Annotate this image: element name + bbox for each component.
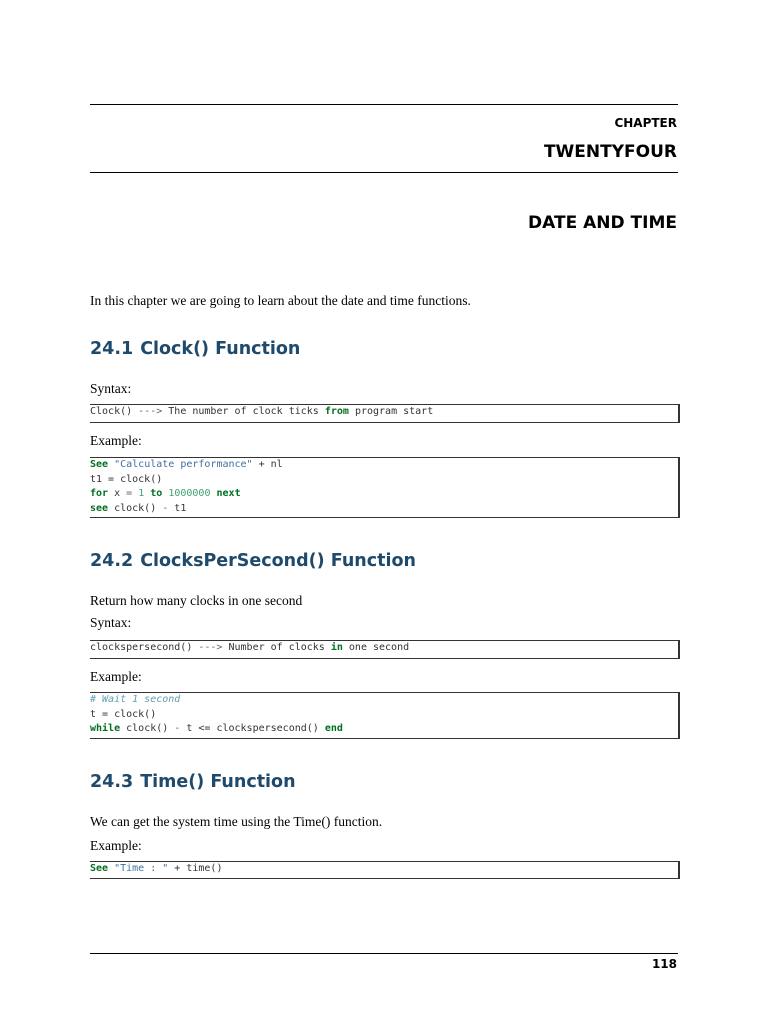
syntax-code-block — [90, 404, 680, 423]
section-title: ClocksPerSecond() Function — [140, 551, 416, 571]
example-label: Example: — [90, 838, 142, 853]
example-label: Example: — [90, 669, 142, 684]
example-label: Example: — [90, 433, 142, 448]
example-code-block — [90, 861, 680, 879]
code-line: See "Calculate performance" + nl — [90, 459, 283, 470]
code-line: clockspersecond() ---> Number of clocks in one second — [90, 642, 410, 653]
code-line: Clock() ---> The number of clock ticks from program start — [90, 406, 434, 417]
code-line: while clock() - t <= clockspersecond() end — [90, 723, 343, 734]
section-title: Time() Function — [140, 772, 296, 792]
section-description: Return how many clocks in one second — [90, 593, 303, 608]
code-line: t1 = clock() — [90, 473, 163, 485]
code-line: t = clock() — [90, 708, 157, 720]
section-heading-clock — [90, 339, 300, 359]
section-number: 24.3 — [90, 772, 134, 792]
code-line: see clock() - t1 — [90, 502, 187, 514]
top-rule — [90, 104, 678, 105]
syntax-code-block — [90, 640, 680, 659]
syntax-label: Syntax: — [90, 381, 132, 396]
section-description: We can get the system time using the Time() function. — [90, 814, 383, 829]
section-number: 24.1 — [90, 339, 134, 359]
page-number: 118 — [651, 957, 677, 971]
section-title: Clock() Function — [140, 339, 301, 359]
section-number: 24.2 — [90, 551, 134, 571]
intro-paragraph: In this chapter we are going to learn about the date and time functions. — [90, 293, 471, 308]
example-code-block — [90, 692, 680, 739]
syntax-label: Syntax: — [90, 615, 132, 630]
chapter-number: TWENTYFOUR — [543, 142, 677, 162]
chapter-title: DATE AND TIME — [528, 213, 677, 233]
chapter-label: CHAPTER — [614, 116, 677, 130]
code-line: for x = 1 to 1000000 next — [90, 488, 241, 499]
code-line: # Wait 1 second — [90, 694, 181, 705]
code-line: See "Time : " + time() — [90, 863, 223, 874]
section-heading-time — [90, 772, 296, 792]
example-code-block — [90, 457, 680, 518]
header-bottom-rule — [90, 172, 678, 173]
footer-rule — [90, 953, 678, 954]
section-heading-clockspersecond — [90, 551, 416, 571]
